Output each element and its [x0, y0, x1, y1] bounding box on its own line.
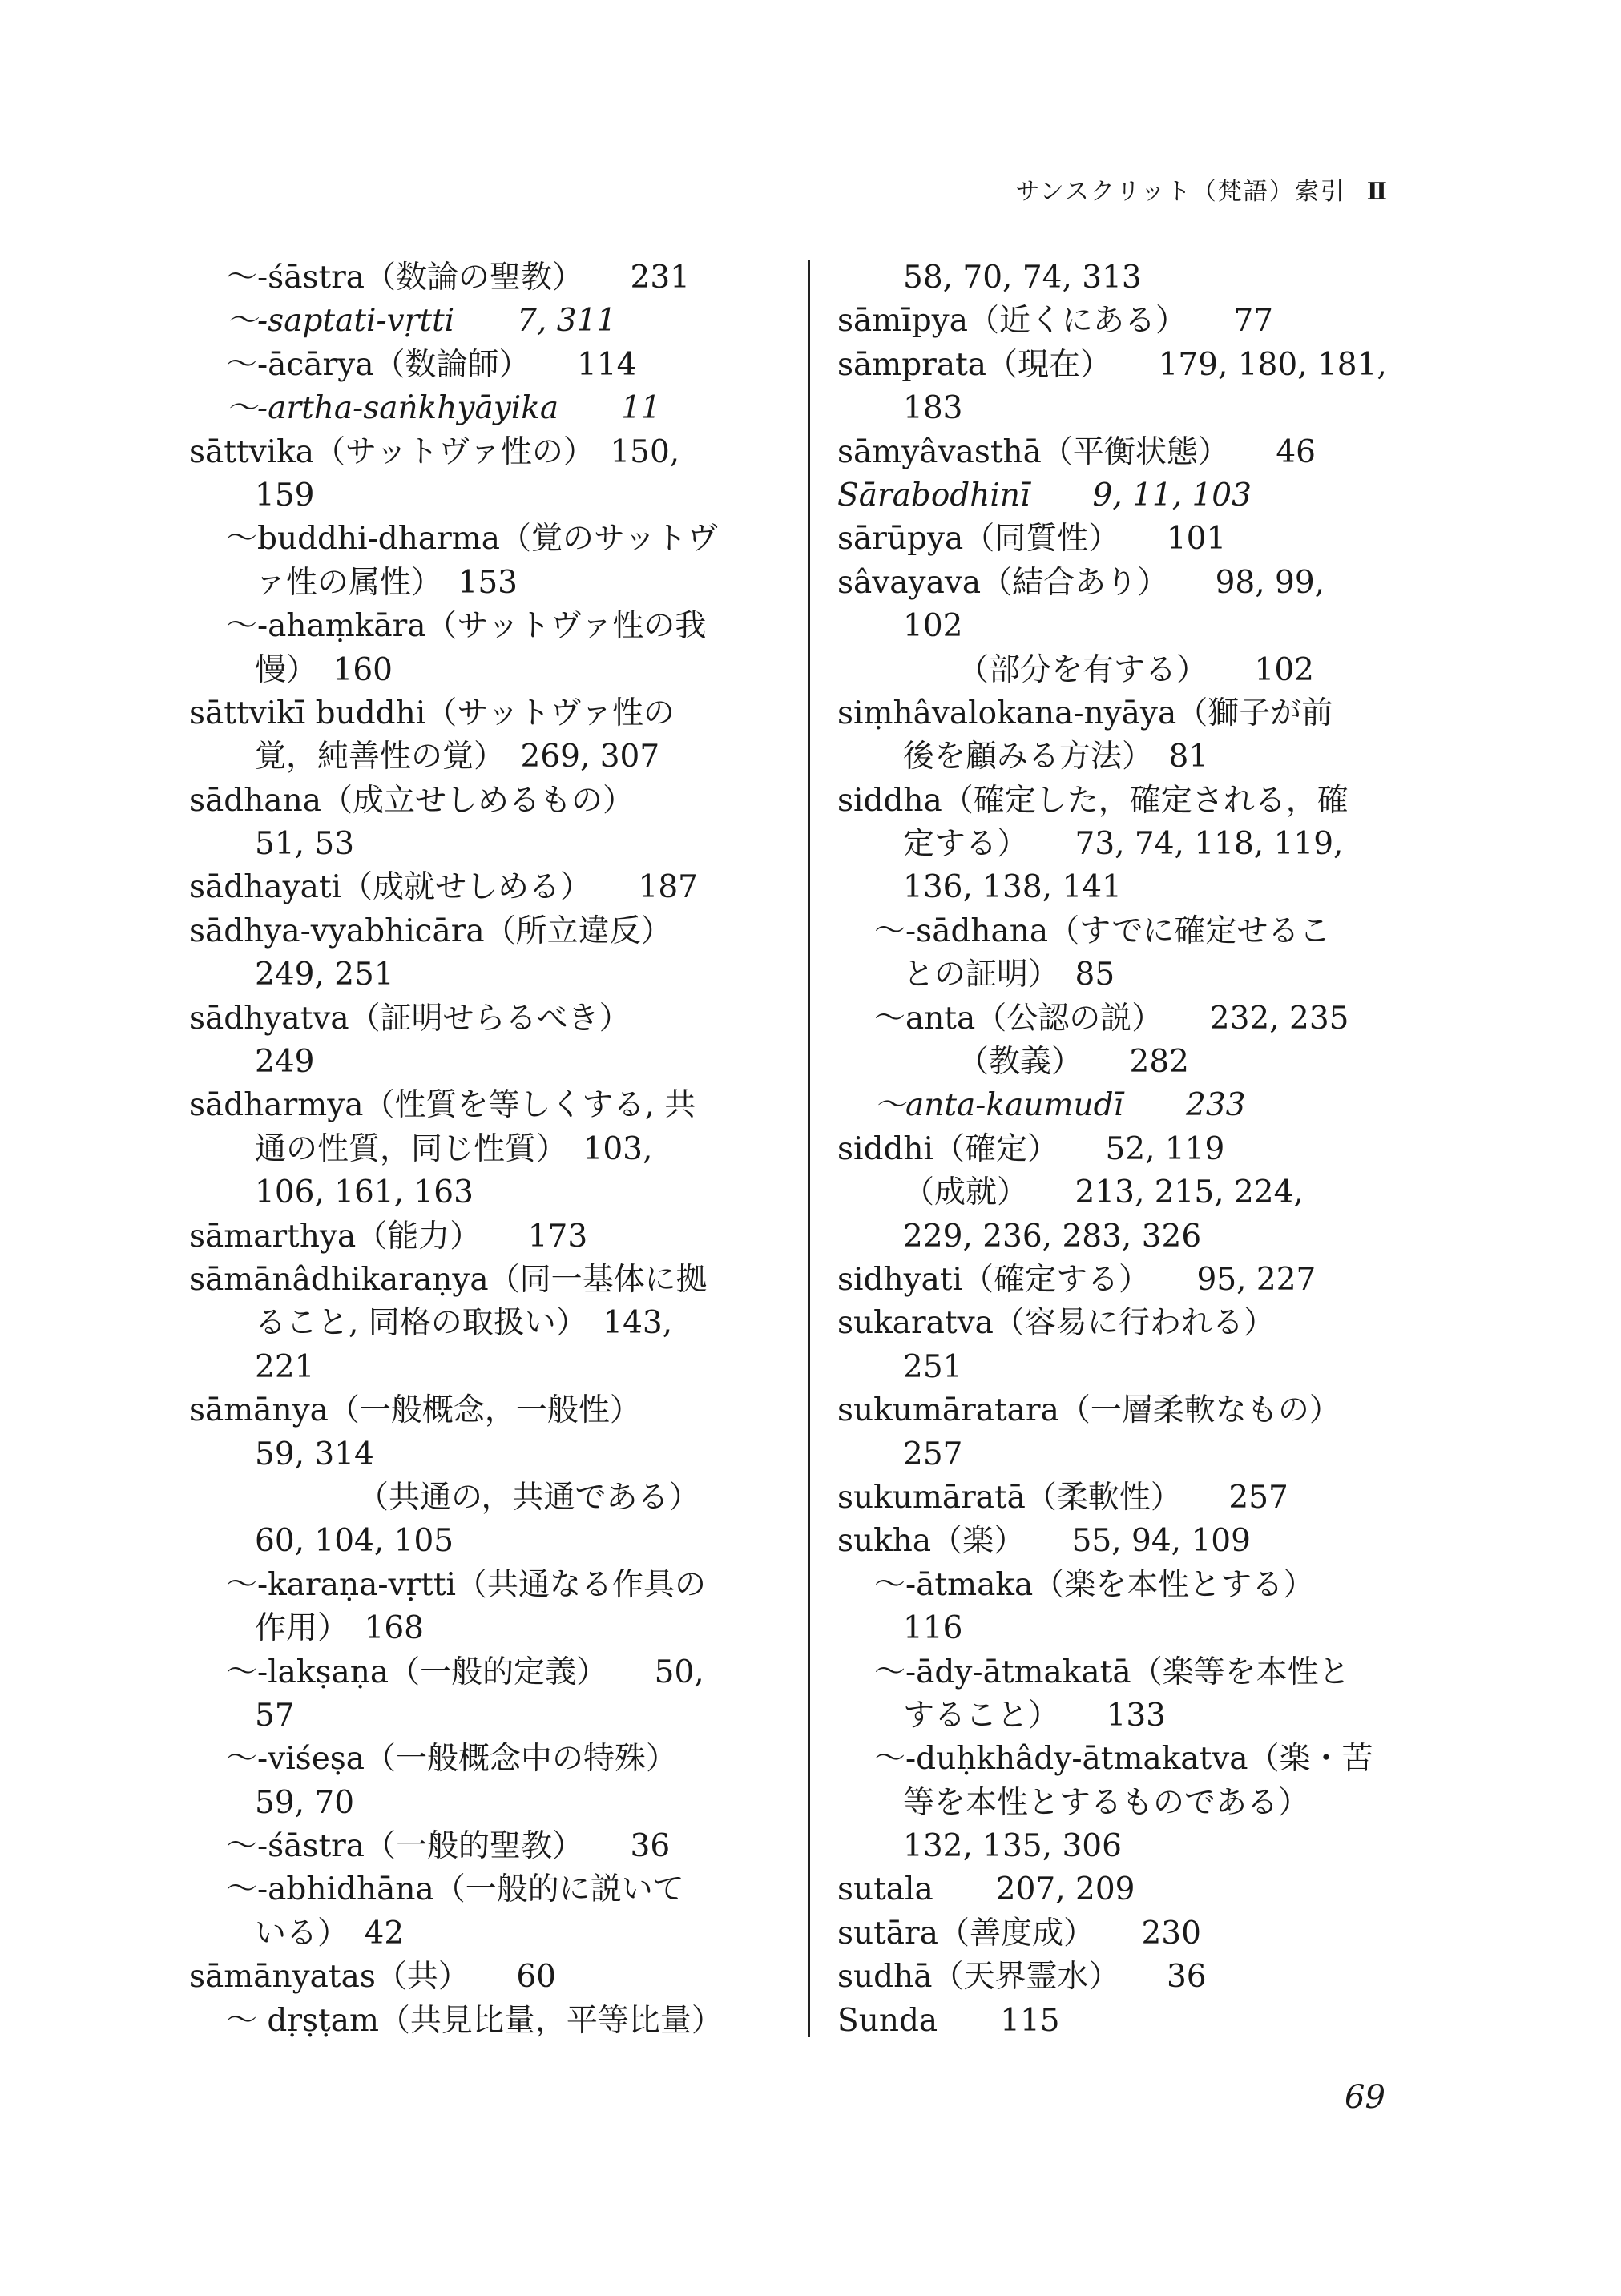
index-entry-line: sādhana（成立せしめるもの） [189, 782, 634, 819]
index-entry-line: siṃhâvalokana-nyāya（獅子が前 [837, 695, 1333, 731]
index-entry-line: 51, 53 [255, 826, 355, 863]
index-entry-line: ること, 同格の取扱い） 143, [255, 1305, 673, 1342]
header-title: サンスクリット（梵語）索引 [1015, 178, 1346, 206]
index-entry-line: 慢） 160 [255, 651, 393, 688]
index-entry-line: ～-abhidhāna（一般的に説いて [226, 1871, 684, 1908]
index-entry-line: （教義） 282 [958, 1044, 1189, 1081]
index-entry-line: siddhi（確定） 52, 119 [837, 1130, 1225, 1167]
index-entry-line: sâvayava（結合あり） 98, 99, [837, 564, 1325, 601]
index-entry-line: 159 [255, 477, 315, 514]
index-entry-line: sāmānya（一般概念，一般性） [189, 1392, 641, 1429]
index-entry-line: 257 [903, 1436, 963, 1472]
index-entry-line: ～buddhi-dharma（覚のサットヴ [226, 521, 719, 558]
header-volume: Ⅱ [1366, 178, 1389, 206]
index-entry-line: sāmyâvasthā（平衡状態） 46 [837, 433, 1316, 470]
index-entry-line: siddha（確定した，確定される，確 [837, 782, 1349, 819]
index-entry-line: 59, 314 [255, 1436, 374, 1472]
index-entry-line: （部分を有する） 102 [958, 651, 1314, 688]
index-entry-line: sāmānyatas（共） 60 [189, 1959, 556, 1996]
index-entry-line: sādhyatva（証明せらるべき） [189, 1000, 631, 1037]
index-entry-line: ～-lakṣaṇa（一般的定義） 50, [226, 1654, 704, 1690]
index-entry-line: 183 [903, 390, 963, 427]
index-entry-line: 通の性質，同じ性質） 103, [255, 1130, 653, 1167]
index-entry-line: 定する） 73, 74, 118, 119, [903, 826, 1344, 863]
index-entry-line: 後を顧みる方法） 81 [903, 739, 1209, 775]
index-entry-line: ～anta（公認の説） 232, 235 [874, 1000, 1349, 1037]
index-column-left [189, 256, 782, 2043]
index-entry-line: 116 [903, 1610, 963, 1647]
index-entry-line: 249 [255, 1044, 315, 1081]
index-entry-line: ～-viśeṣa（一般概念中の特殊） [226, 1741, 678, 1778]
index-entry-line: ～-saptati-vṛtti 7, 311 [226, 303, 617, 340]
index-entry-line: との証明） 85 [903, 957, 1115, 993]
index-entry-line: 106, 161, 163 [255, 1174, 474, 1211]
index-entry-line: いる） 42 [255, 1915, 405, 1952]
index-entry-line: ～-ācārya（数論師） 114 [226, 346, 637, 383]
index-entry-line: ～-ahaṃkāra（サットヴァ性の我 [226, 608, 707, 645]
index-entry-line: 作用） 168 [255, 1610, 424, 1647]
page-number: 69 [1345, 2079, 1385, 2116]
index-entry-line: 57 [255, 1697, 295, 1734]
index-entry-line: sādhayati（成就せしめる） 187 [189, 869, 698, 906]
index-entry-line: 覚，純善性の覚） 269, 307 [255, 739, 660, 775]
index-entry-line: sārūpya（同質性） 101 [837, 521, 1227, 558]
index-entry-line: sudhā（天界霊水） 36 [837, 1959, 1207, 1996]
index-entry-line: sāmprata（現在） 179, 180, 181, [837, 346, 1387, 383]
index-entry-line: ～-sādhana（すでに確定せるこ [874, 912, 1331, 949]
index-entry-line: 249, 251 [255, 957, 394, 993]
column-divider [808, 260, 810, 2037]
index-entry-line: sāmarthya（能力） 173 [189, 1218, 588, 1255]
index-entry-line: sukumāratara（一層柔軟なもの） [837, 1392, 1341, 1429]
index-entry-line: sutāra（善度成） 230 [837, 1915, 1201, 1952]
running-header [1015, 171, 1389, 207]
index-entry-line: sukumāratā（柔軟性） 257 [837, 1479, 1288, 1516]
index-entry-line: ～ dṛṣṭam（共見比量，平等比量） [226, 2002, 723, 2039]
index-entry-line: ～-ātmaka（楽を本性とする） [874, 1566, 1315, 1603]
index-entry-line: sukaratva（容易に行われる） [837, 1305, 1275, 1342]
index-entry-line: ～-duḥkhâdy-ātmakatva（楽・苦 [874, 1741, 1373, 1778]
index-entry-line: sāmānâdhikaraṇya（同一基体に拠 [189, 1261, 708, 1298]
index-entry-line: sāttvikī buddhi（サットヴァ性の [189, 695, 675, 731]
index-entry-line: 229, 236, 283, 326 [903, 1218, 1202, 1255]
index-column-right [837, 256, 1430, 2043]
index-entry-line: sutala 207, 209 [837, 1871, 1135, 1908]
index-entry-line: ～anta-kaumudī 233 [874, 1087, 1246, 1124]
index-entry-line: 58, 70, 74, 313 [903, 260, 1142, 296]
index-entry-line: ～-śāstra（数論の聖教） 231 [226, 260, 690, 296]
index-entry-line: ～-karaṇa-vṛtti（共通なる作具の [226, 1566, 706, 1603]
index-entry-line: ～-śāstra（一般的聖教） 36 [226, 1828, 671, 1865]
index-entry-line: sāttvika（サットヴァ性の） 150, [189, 433, 680, 470]
index-entry-line: 102 [903, 608, 963, 645]
index-entry-line: sidhyati（確定する） 95, 227 [837, 1261, 1317, 1298]
index-entry-line: Sunda 115 [837, 2002, 1060, 2039]
index-entry-line: （共通の，共通である） [357, 1479, 700, 1516]
index-entry-line: すること） 133 [903, 1697, 1166, 1734]
index-entry-line: ～-ādy-ātmakatā（楽等を本性と [874, 1654, 1350, 1690]
index-entry-line: 132, 135, 306 [903, 1828, 1122, 1865]
index-entry-line: 60, 104, 105 [255, 1523, 454, 1560]
index-entry-line: ァ性の属性） 153 [255, 564, 518, 601]
index-entry-line: 59, 70 [255, 1784, 355, 1821]
index-entry-line: 136, 138, 141 [903, 869, 1122, 906]
index-entry-line: 等を本性とするものである） [903, 1784, 1310, 1821]
index-entry-line: sukha（楽） 55, 94, 109 [837, 1523, 1251, 1560]
index-entry-line: Sārabodhinī 9, 11, 103 [837, 477, 1252, 514]
index-entry-line: （成就） 213, 215, 224, [903, 1174, 1304, 1211]
index-entry-line: ～-artha-saṅkhyāyika 11 [226, 390, 661, 427]
index-entry-line: sādhya-vyabhicāra（所立違反） [189, 912, 672, 949]
index-entry-line: sāmīpya（近くにある） 77 [837, 303, 1274, 340]
index-entry-line: 251 [903, 1348, 963, 1385]
index-entry-line: 221 [255, 1348, 315, 1385]
index-entry-line: sādharmya（性質を等しくする, 共 [189, 1087, 696, 1124]
